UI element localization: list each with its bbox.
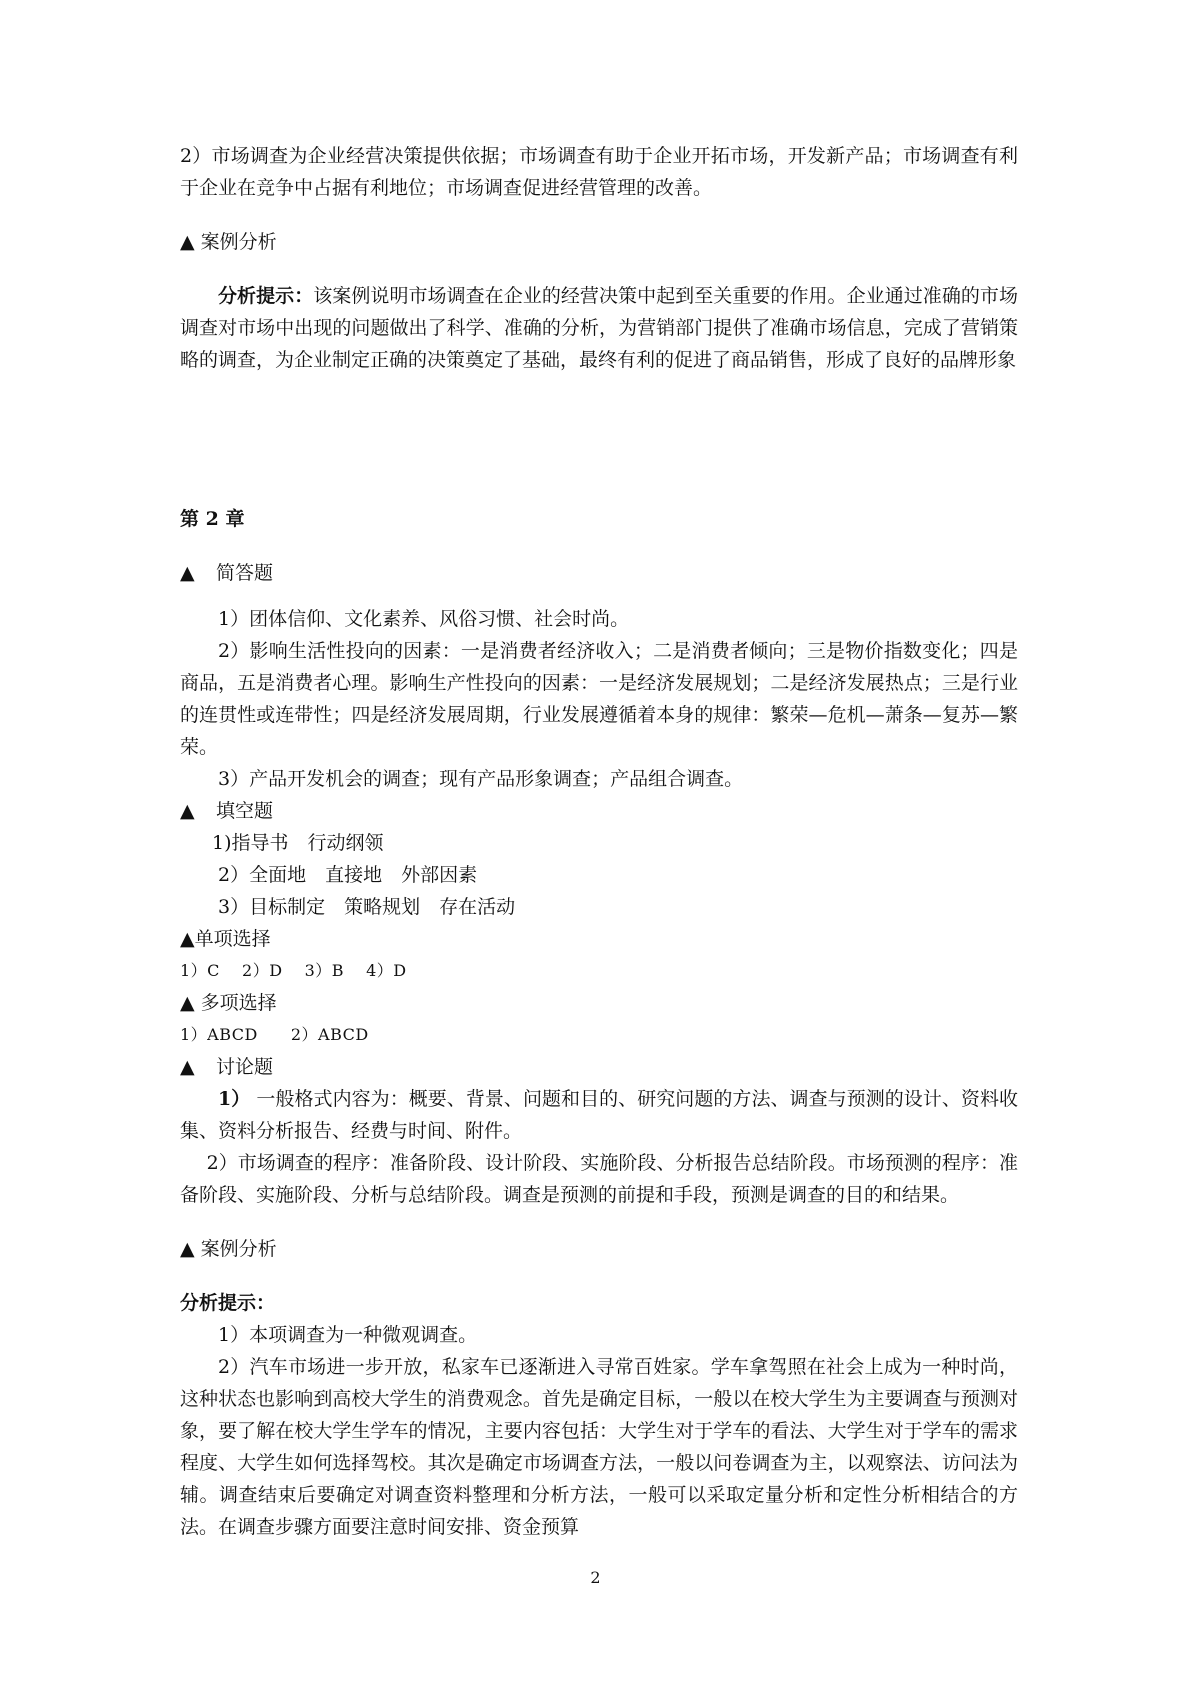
analysis-hint-paragraph — [180, 280, 1018, 376]
short-answer-label: 简答题 — [216, 562, 274, 584]
short-answer-3: 3）产品开发机会的调查；现有产品形象调查；产品组合调查。 — [218, 768, 744, 790]
discussion-1-text: 一般格式内容为：概要、背景、问题和目的、研究问题的方法、调查与预测的设计、资料收集、资料分析报告、经费与时间、附件。 — [180, 1088, 1018, 1142]
discussion-1-number: 1） — [218, 1088, 251, 1110]
discussion-heading — [180, 1051, 1018, 1083]
chapter-title: 第 2 章 — [180, 508, 245, 530]
discussion-label: 讨论题 — [216, 1056, 274, 1078]
case-analysis-heading-2: ▲ 案例分析 — [180, 1238, 277, 1260]
hint-text: 该案例说明市场调查在企业的经营决策中起到至关重要的作用。企业通过准确的市场调查对市场中出现的问题做出了科学、准确的分析，为营销部门提供了准确市场信息，完成了营销策略的调查，为企业制定正确的决策奠定了基础，最终有利的促进了商品销售，形成了良好的品牌形象 — [180, 285, 1018, 371]
single-choice-answers: 1）C 2）D 3）B 4）D — [180, 961, 407, 980]
page-content — [180, 140, 1018, 1543]
case-answer-2: 2）汽车市场进一步开放，私家车已逐渐进入寻常百姓家。学车拿驾照在社会上成为一种时尚，这种状态也影响到高校大学生的消费观念。首先是确定目标，一般以在校大学生为主要调查与预测对象，要了解在校大学生学车的情况，主要内容包括：大学生对于学车的看法、大学生对于学车的需求程度、大学生如何选择驾校。其次是确定市场调查方法，一般以问卷调查为主，以观察法、访问法为辅。调查结束后要确定对调查资料整理和分析方法，一般可以采取定量分析和定性分析相结合的方法。在调查步骤方面要注意时间安排、资金预算 — [180, 1356, 1018, 1538]
short-answer-2: 2）影响生活性投向的因素：一是消费者经济收入；二是消费者倾向；三是物价指数变化；四是商品，五是消费者心理。影响生产性投向的因素：一是经济发展规划；二是经济发展热点；三是行业的连贯性或连带性；四是经济发展周期，行业发展遵循着本身的规律：繁荣—危机—萧条—复苏—繁荣。 — [180, 640, 1018, 758]
analysis-hint-label: 分析提示： — [180, 1292, 276, 1314]
fill-blank-label: 填空题 — [216, 800, 274, 822]
section-spacer — [180, 376, 1018, 484]
multi-choice-heading: ▲ 多项选择 — [180, 992, 277, 1014]
page-number: 2 — [590, 1568, 601, 1587]
fill-blank-heading — [180, 795, 1018, 827]
short-answer-1: 1）团体信仰、文化素养、风俗习惯、社会时尚。 — [218, 608, 630, 630]
multi-choice-answers: 1）ABCD 2）ABCD — [180, 1025, 369, 1044]
short-answer-heading — [180, 557, 1018, 589]
fill-blank-2: 2）全面地 直接地 外部因素 — [218, 864, 478, 886]
case-answer-1: 1）本项调查为一种微观调查。 — [218, 1324, 478, 1346]
fill-blank-1: 1)指导书 行动纲领 — [212, 832, 384, 854]
case-analysis-heading: ▲ 案例分析 — [180, 231, 277, 253]
discussion-1 — [180, 1083, 1018, 1147]
single-choice-heading: ▲单项选择 — [180, 928, 271, 950]
fill-blank-3: 3）目标制定 策略规划 存在活动 — [218, 896, 516, 918]
triangle-icon: ▲ — [180, 562, 195, 584]
triangle-icon: ▲ — [180, 800, 195, 822]
answer-paragraph: 2）市场调查为企业经营决策提供依据；市场调查有助于企业开拓市场，开发新产品；市场调查有利于企业在竞争中占据有利地位；市场调查促进经营管理的改善。 — [180, 145, 1018, 199]
hint-label: 分析提示： — [218, 285, 314, 307]
discussion-2: 2）市场调查的程序：准备阶段、设计阶段、实施阶段、分析报告总结阶段。市场预测的程序：准备阶段、实施阶段、分析与总结阶段。调查是预测的前提和手段，预测是调查的目的和结果。 — [180, 1152, 1018, 1206]
triangle-icon: ▲ — [180, 1056, 195, 1078]
